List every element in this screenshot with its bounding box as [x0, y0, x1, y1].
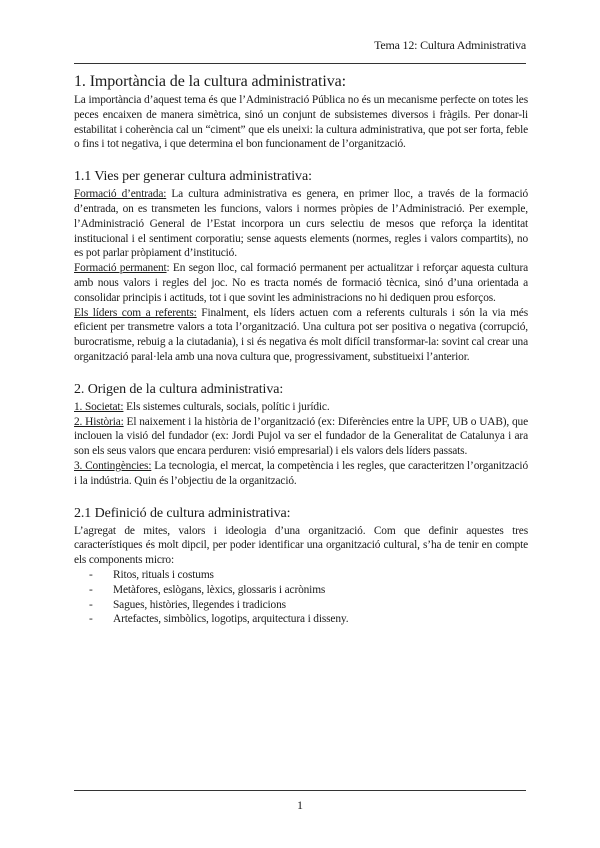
- paragraph-formacio-entrada: [74, 187, 528, 261]
- paragraph-lideres: [74, 306, 528, 365]
- list-item: [89, 612, 528, 627]
- section-2-1-heading: 2.1 Definició de cultura administrativa:: [74, 505, 291, 521]
- bullet-marker: -: [89, 568, 93, 581]
- term-text: : En segon lloc, cal formació permanent per actualitzar i reforçar aquesta cultura amb nous valors i regles del joc. No es tracta només de formació tècnica, sinó d’una orientada a consolidar principis i actituds, tot i que sovint les administracions no hi dediquen prou esforços.: [74, 262, 528, 304]
- micro-components-list: [74, 568, 528, 627]
- page-number: 1: [297, 798, 303, 812]
- list-item-text: Ritos, rituals i costums: [113, 568, 214, 581]
- term-label: Els líders com a referents:: [74, 306, 197, 319]
- bullet-marker: -: [89, 598, 93, 611]
- section-1-1-heading: 1.1 Vies per generar cultura administrativa:: [74, 169, 312, 185]
- term-text: Finalment, els líders actuen com a referents culturals i són la via més eficient per transmetre valors a tota l’organització. Una cultura pot ser positiva o negativa (corrupció, burocratisme, rebuig a la ciutadania), i si és negativa és molt difícil transformar-la: sovint cal crear una organització paral·lela amb una nova cultura que, progressivament, substitueixi l’anterior.: [74, 306, 528, 363]
- section-1-heading: 1. Importància de la cultura administrativa:: [74, 73, 346, 90]
- header-rule: [74, 63, 526, 64]
- term-text: Els sistemes culturals, socials, polític i jurídic.: [123, 400, 330, 413]
- section-1-paragraph: La importància d’aquest tema és que l’Administració Pública no és un mecanisme perfecte on totes les peces encaixen de manera simètrica, sinó un conjunt de subsistemes diversos i fràgils. Per donar-li estabilitat i coherència cal un “ciment” que els uneixi: la cultura administrativa, que pot ser forta, feble o fins i tot negativa, i que determina el bon funcionament de l’organització.: [74, 94, 528, 151]
- term-label: 3. Contingències:: [74, 459, 152, 472]
- page-body: [74, 72, 528, 627]
- paragraph-historia: [74, 415, 528, 459]
- bullet-marker: -: [89, 583, 93, 596]
- footer-rule: [74, 790, 526, 791]
- list-item-text: Sagues, històries, llegendes i tradicions: [113, 598, 286, 611]
- list-item: [89, 598, 528, 613]
- list-item: [89, 568, 528, 583]
- paragraph-contingencies: [74, 459, 528, 489]
- term-label: Formació d’entrada:: [74, 188, 167, 201]
- section-2-1-paragraph: L’agregat de mites, valors i ideologia d’una organització. Com que definir aquestes tres característiques és molt dipcil, per poder identificar una organització cultural, s’ha de tenir en compte els components micro:: [74, 524, 528, 567]
- term-label: 1. Societat:: [74, 400, 124, 413]
- term-label: 2. Història:: [74, 415, 124, 428]
- paragraph-formacio-permanent: [74, 261, 528, 305]
- list-item: [89, 583, 528, 598]
- section-2-heading: 2. Origen de la cultura administrativa:: [74, 381, 284, 397]
- term-label: Formació permanent: [74, 262, 167, 275]
- list-item-text: Artefactes, simbòlics, logotips, arquitectura i disseny.: [113, 613, 349, 626]
- list-item-text: Metàfores, eslògans, lèxics, glossaris i acrònims: [113, 583, 326, 596]
- term-text: La cultura administrativa es genera, en primer lloc, a través de la formació d’entrada, on es transmeten les funcions, valors i normes pròpies de l’Administració. Per exemple, l’Administració General de l’Estat incorpora un curs selectiu de mesos que reforça la identitat institucional i el sentiment corporatiu; sense aquests elements (normes, regles i valors compartits), no es pot parlar pròpiament d’institució.: [74, 188, 528, 260]
- running-header: Tema 12: Cultura Administrativa: [374, 38, 526, 52]
- term-text: La tecnologia, el mercat, la competència i les regles, que caracteritzen l’organització i la indústria. Quin és l’objectiu de la organització.: [74, 459, 528, 487]
- term-text: El naixement i la història de l’organització (ex: Diferències entre la UPF, UB o UAB), que inclouen la visió del fundador (ex: Jordi Pujol va ser el fundador de la Generalitat de Catalunya i ara son els seus valors que encara perduren: visió empresarial) i els valors dels líders passats.: [74, 415, 529, 458]
- paragraph-societat: [74, 400, 528, 415]
- bullet-marker: -: [89, 613, 93, 626]
